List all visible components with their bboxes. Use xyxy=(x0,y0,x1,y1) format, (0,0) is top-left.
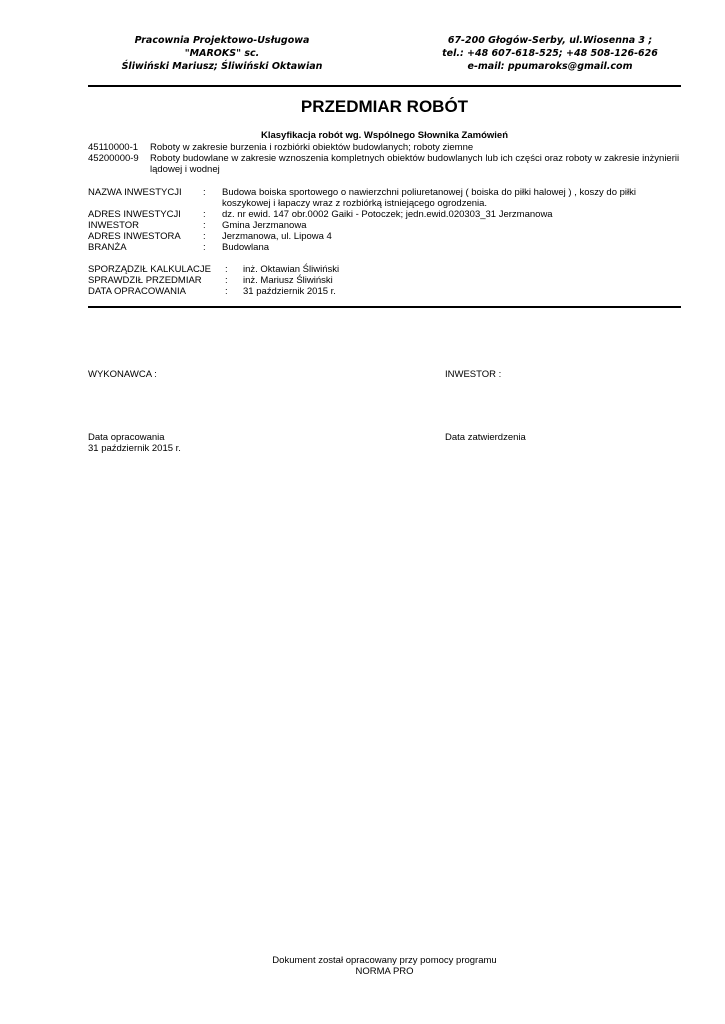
prepared-by-value: inż. Oktawian Śliwiński xyxy=(243,264,340,275)
contact-email: e-mail: ppumaroks@gmail.com xyxy=(467,61,633,72)
document-title: PRZEDMIAR ROBÓT xyxy=(300,97,469,116)
prep-date-value: 31 październik 2015 r. xyxy=(243,286,336,297)
investment-name-label: NAZWA INWESTYCJI xyxy=(88,187,182,198)
checked-by-value: inż. Mariusz Śliwiński xyxy=(243,275,333,286)
classification-code: 45110000-1 xyxy=(88,142,139,153)
classification-code: 45200000-9 xyxy=(88,153,139,164)
investor-address-label: ADRES INWESTORA xyxy=(88,231,181,242)
separator: : xyxy=(203,242,206,253)
company-short-name: "MAROKS" sc. xyxy=(184,48,260,59)
industry-label: BRANŻA xyxy=(88,242,127,253)
classification-title: Klasyfikacja robót wg. Wspólnego Słownika Zamówień xyxy=(260,130,509,141)
prepared-by-label: SPORZĄDZIŁ KALKULACJE xyxy=(88,264,212,275)
contractor-label: WYKONAWCA : xyxy=(88,369,157,380)
prep-date-signature-label: Data opracowania xyxy=(88,432,165,443)
approval-date-label: Data zatwierdzenia xyxy=(445,432,526,443)
investor-address-value: Jerzmanowa, ul. Lipowa 4 xyxy=(222,231,332,242)
classification-desc: Roboty budowlane w zakresie wznoszenia kompletnych obiektów budowlanych lub ich części oraz roboty w zakresie inżynierii lądowej i wodnej xyxy=(150,153,680,175)
investor-value: Gmina Jerzmanowa xyxy=(222,220,307,231)
prep-date-label: DATA OPRACOWANIA xyxy=(88,286,187,297)
company-block xyxy=(110,34,334,73)
separator: : xyxy=(225,286,228,297)
company-owners: Śliwiński Mariusz; Śliwiński Oktawian xyxy=(121,61,323,72)
investment-address-value: dz. nr ewid. 147 obr.0002 Gaiki - Potoczek; jedn.ewid.020303_31 Jerzmanowa xyxy=(222,209,553,220)
investment-address-label: ADRES INWESTYCJI xyxy=(88,209,181,220)
industry-value: Budowlana xyxy=(222,242,270,253)
contact-address: 67-200 Głogów-Serby, ul.Wiosenna 3 ; xyxy=(447,35,653,46)
investor-label: INWESTOR xyxy=(88,220,140,231)
content-divider xyxy=(88,306,681,308)
separator: : xyxy=(225,264,228,275)
prep-date-signature-value: 31 październik 2015 r. xyxy=(88,443,181,454)
separator: : xyxy=(225,275,228,286)
header-divider xyxy=(88,85,681,87)
contact-block xyxy=(430,34,670,73)
contact-phone: tel.: +48 607-618-525; +48 508-126-626 xyxy=(442,48,658,59)
investment-name-value: Budowa boiska sportowego o nawierzchni poliuretanowej ( boiska do piłki halowej ) , koszy do piłki koszykowej i łapaczy wraz z rozbiórką istniejącego ogrodzenia. xyxy=(222,187,636,209)
separator: : xyxy=(203,209,206,220)
separator: : xyxy=(203,231,206,242)
separator: : xyxy=(203,187,206,198)
investor-signature-label: INWESTOR : xyxy=(445,369,502,380)
company-name: Pracownia Projektowo-Usługowa xyxy=(134,35,310,46)
classification-desc: Roboty w zakresie burzenia i rozbiórki obiektów budowlanych; roboty ziemne xyxy=(150,142,474,153)
footer-program: NORMA PRO xyxy=(355,966,414,977)
separator: : xyxy=(203,220,206,231)
footer-note: Dokument został opracowany przy pomocy programu xyxy=(272,955,497,966)
checked-by-label: SPRAWDZIŁ PRZEDMIAR xyxy=(88,275,202,286)
